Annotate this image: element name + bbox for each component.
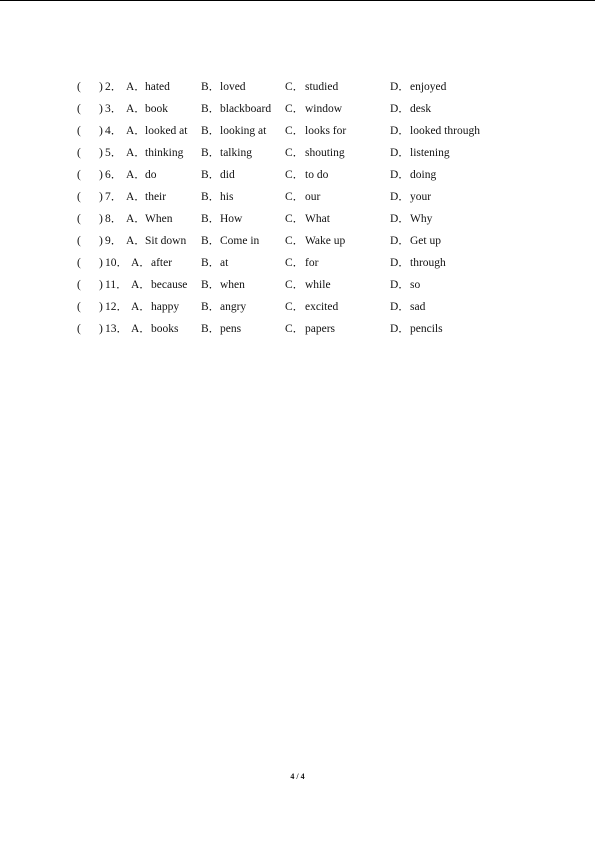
option-c-label: C． — [285, 323, 305, 335]
question-row — [0, 210, 595, 232]
option-c: studied — [305, 81, 339, 93]
question-number: 4． — [105, 125, 123, 137]
question-number: 7． — [105, 191, 123, 203]
option-c-label: C． — [285, 81, 305, 93]
option-b: talking — [220, 147, 252, 159]
option-d: enjoyed — [410, 81, 447, 93]
question-row — [0, 254, 595, 276]
option-b: did — [220, 169, 235, 181]
option-d-label: D． — [390, 235, 410, 247]
option-d: through — [410, 257, 446, 269]
option-c: papers — [305, 323, 336, 335]
option-a-label: A． — [126, 235, 146, 247]
option-a: hated — [145, 81, 170, 93]
paren-open: ( — [77, 125, 81, 137]
paren-close: ) — [99, 213, 103, 225]
option-b: at — [220, 257, 229, 269]
option-d-label: D． — [390, 169, 410, 181]
paren-close: ) — [99, 81, 103, 93]
option-a-label: A． — [126, 147, 146, 159]
option-d-label: D． — [390, 279, 410, 291]
option-b: angry — [220, 301, 247, 313]
option-c: What — [305, 213, 330, 225]
option-b-label: B． — [201, 191, 221, 203]
option-c: Wake up — [305, 235, 346, 247]
paren-open: ( — [77, 81, 81, 93]
option-d-label: D． — [390, 125, 410, 137]
option-b: loved — [220, 81, 246, 93]
option-a-label: A． — [126, 169, 146, 181]
option-c-label: C． — [285, 257, 305, 269]
paren-close: ) — [99, 191, 103, 203]
question-row — [0, 100, 595, 122]
question-number: 11． — [105, 279, 128, 291]
option-a-label: A． — [126, 191, 146, 203]
option-c: to do — [305, 169, 329, 181]
paren-close: ) — [99, 323, 103, 335]
option-d-label: D． — [390, 191, 410, 203]
question-row — [0, 276, 595, 298]
option-d-label: D． — [390, 81, 410, 93]
option-b-label: B． — [201, 301, 221, 313]
option-b-label: B． — [201, 257, 221, 269]
option-b: looking at — [220, 125, 267, 137]
option-b-label: B． — [201, 147, 221, 159]
paren-open: ( — [77, 279, 81, 291]
option-a-label: A． — [126, 81, 146, 93]
option-a: because — [151, 279, 188, 291]
question-number: 13． — [105, 323, 128, 335]
option-c-label: C． — [285, 147, 305, 159]
option-c-label: C． — [285, 279, 305, 291]
paren-close: ) — [99, 301, 103, 313]
option-c-label: C． — [285, 169, 305, 181]
paren-close: ) — [99, 257, 103, 269]
option-a: happy — [151, 301, 180, 313]
question-number: 3． — [105, 103, 123, 115]
option-a-label: A． — [131, 301, 151, 313]
option-d: your — [410, 191, 432, 203]
paren-close: ) — [99, 147, 103, 159]
paren-open: ( — [77, 147, 81, 159]
question-row — [0, 78, 595, 100]
option-c: our — [305, 191, 321, 203]
option-c: for — [305, 257, 319, 269]
option-d-label: D． — [390, 103, 410, 115]
option-c-label: C． — [285, 235, 305, 247]
option-d: sad — [410, 301, 426, 313]
option-d: desk — [410, 103, 432, 115]
option-a-label: A． — [131, 279, 151, 291]
option-c: while — [305, 279, 331, 291]
paren-close: ) — [99, 279, 103, 291]
paren-open: ( — [77, 191, 81, 203]
paren-open: ( — [77, 257, 81, 269]
option-d: doing — [410, 169, 437, 181]
option-c: excited — [305, 301, 339, 313]
option-a: looked at — [145, 125, 188, 137]
question-number: 12． — [105, 301, 128, 313]
option-a: When — [145, 213, 173, 225]
option-b-label: B． — [201, 81, 221, 93]
paren-open: ( — [77, 213, 81, 225]
option-a-label: A． — [126, 213, 146, 225]
option-d-label: D． — [390, 257, 410, 269]
option-a: thinking — [145, 147, 184, 159]
option-b-label: B． — [201, 125, 221, 137]
option-a: their — [145, 191, 167, 203]
question-row — [0, 298, 595, 320]
option-a-label: A． — [126, 125, 146, 137]
option-b: How — [220, 213, 243, 225]
option-d-label: D． — [390, 147, 410, 159]
option-b-label: B． — [201, 323, 221, 335]
option-d: looked through — [410, 125, 480, 137]
paren-close: ) — [99, 125, 103, 137]
option-a-label: A． — [131, 257, 151, 269]
question-row — [0, 188, 595, 210]
question-list — [0, 78, 595, 342]
paren-close: ) — [99, 235, 103, 247]
question-number: 8． — [105, 213, 123, 225]
paren-open: ( — [77, 169, 81, 181]
option-a: books — [151, 323, 179, 335]
paren-open: ( — [77, 103, 81, 115]
option-c: looks for — [305, 125, 347, 137]
option-c-label: C． — [285, 103, 305, 115]
option-d: Why — [410, 213, 433, 225]
option-c: window — [305, 103, 343, 115]
option-c-label: C． — [285, 125, 305, 137]
option-d-label: D． — [390, 213, 410, 225]
question-number: 6． — [105, 169, 123, 181]
page-number: 4 / 4 — [290, 772, 305, 781]
option-b: his — [220, 191, 234, 203]
question-row — [0, 232, 595, 254]
paren-close: ) — [99, 169, 103, 181]
option-a: Sit down — [145, 235, 187, 247]
question-number: 9． — [105, 235, 123, 247]
option-d-label: D． — [390, 323, 410, 335]
option-b-label: B． — [201, 213, 221, 225]
option-c-label: C． — [285, 191, 305, 203]
option-d: Get up — [410, 235, 441, 247]
option-a-label: A． — [126, 103, 146, 115]
option-a: after — [151, 257, 173, 269]
question-row — [0, 166, 595, 188]
question-row — [0, 144, 595, 166]
option-d: so — [410, 279, 421, 291]
option-c-label: C． — [285, 213, 305, 225]
question-number: 2． — [105, 81, 123, 93]
option-b: pens — [220, 323, 242, 335]
option-b-label: B． — [201, 169, 221, 181]
option-a: do — [145, 169, 157, 181]
option-d: listening — [410, 147, 450, 159]
option-d-label: D． — [390, 301, 410, 313]
option-b: blackboard — [220, 103, 272, 115]
question-number: 5． — [105, 147, 123, 159]
question-row — [0, 320, 595, 342]
top-rule — [0, 0, 595, 1]
option-b-label: B． — [201, 235, 221, 247]
paren-open: ( — [77, 301, 81, 313]
option-a: book — [145, 103, 168, 115]
option-c-label: C． — [285, 301, 305, 313]
question-number: 10． — [105, 257, 128, 269]
question-row — [0, 122, 595, 144]
option-b: Come in — [220, 235, 260, 247]
paren-close: ) — [99, 103, 103, 115]
option-a-label: A． — [131, 323, 151, 335]
option-b-label: B． — [201, 103, 221, 115]
paren-open: ( — [77, 235, 81, 247]
option-d: pencils — [410, 323, 443, 335]
option-b-label: B． — [201, 279, 221, 291]
paren-open: ( — [77, 323, 81, 335]
option-b: when — [220, 279, 245, 291]
option-c: shouting — [305, 147, 345, 159]
